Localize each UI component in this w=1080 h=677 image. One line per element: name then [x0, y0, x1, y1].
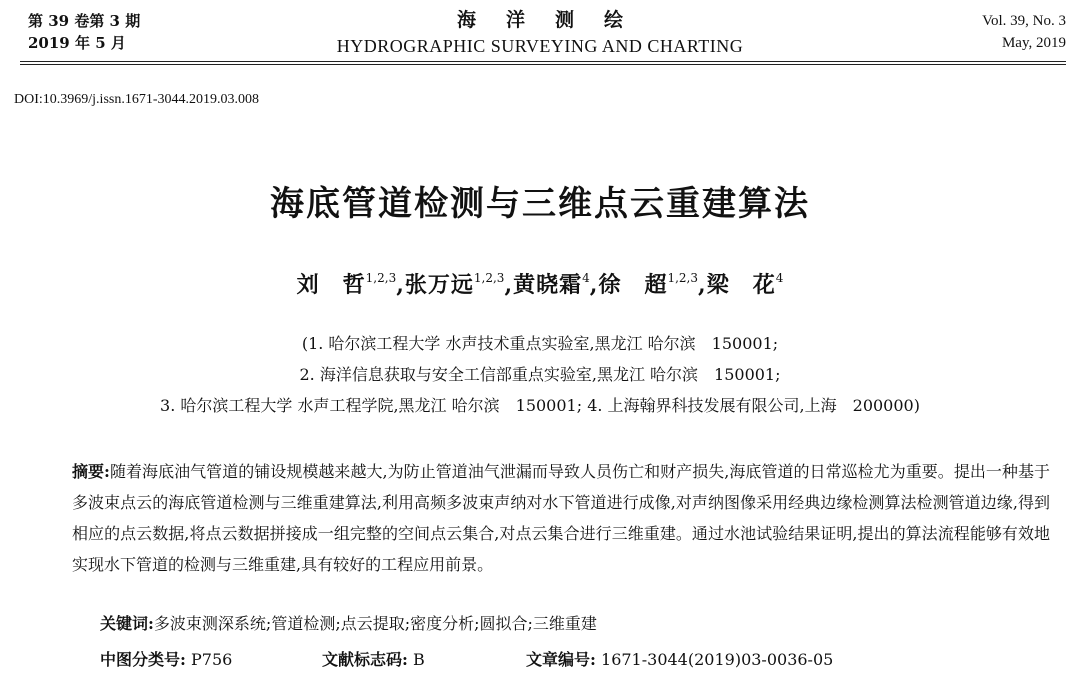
author[interactable]: 刘 哲$^{1,2,3}$	[296, 271, 397, 298]
journal-name-en: HYDROGRAPHIC SURVEYING AND CHARTING	[336, 36, 744, 56]
date-cn: 2019 年 5 月	[28, 34, 126, 52]
doi[interactable]: DOI:10.3969/j.issn.1671-3044.2019.03.008	[14, 92, 259, 107]
keywords-text: 多波束测深系统;管道检测;点云提取;密度分析;圆拟合;三维重建	[153, 614, 597, 633]
affiliation-line: 2. 海洋信息获取与安全工信部重点实验室,黑龙江 哈尔滨 150001;	[299, 365, 781, 384]
journal-name-cn: 海洋测绘	[456, 9, 653, 31]
author[interactable]: 梁 花$^4$	[706, 271, 784, 298]
affiliation-line: 3. 哈尔滨工程大学 水声工程学院,黑龙江 哈尔滨 150001; 4. 上海翰界科技发展有限公司,上海 200000)	[160, 396, 920, 415]
volume-issue-cn: 第 39 卷第 3 期	[28, 12, 141, 30]
header-rule	[20, 61, 1066, 62]
abstract	[72, 456, 1050, 580]
keywords	[100, 611, 597, 634]
abstract-text: 随着海底油气管道的铺设规模越来越大,为防止管道油气泄漏而导致人员伤亡和财产损失,海底管道的日常巡检尤为重要。提出一种基于多波束点云的海底管道检测与三维重建算法,利用高频多波束声纳对水下管道进行成像,对声纳图像采用经典边缘检测算法检测管道边缘,得到相应的点云数据,将点云数据拼接成一组完整的空间点云集合,对点云集合进行三维重建。通过水池试验结果证明,提出的算法流程能够有效地实现水下管道的检测与三维重建,具有较好的工程应用前景。	[72, 462, 1050, 574]
author[interactable]: 徐 超$^{1,2,3}$	[598, 271, 699, 298]
date-en: May, 2019	[1001, 35, 1066, 51]
header-rule-second	[20, 64, 1066, 65]
keywords-label: 关键词:	[100, 614, 154, 633]
issue-info-en	[982, 10, 1066, 54]
author[interactable]: 黄晓霜$^4$	[513, 271, 590, 298]
volume-issue-en: Vol. 39, No. 3	[982, 13, 1066, 29]
paper-title: 海底管道检测与三维点云重建算法	[270, 184, 810, 224]
document-code: 文献标志码: B	[322, 650, 425, 669]
affiliation-line: (1. 哈尔滨工程大学 水声技术重点实验室,黑龙江 哈尔滨 150001;	[301, 334, 779, 353]
clc-number: 中图分类号: P756	[100, 650, 233, 669]
abstract-label: 摘要:	[72, 462, 110, 481]
article-number: 文章编号: 1671-3044(2019)03-0036-05	[526, 650, 834, 669]
author-list: 刘 哲$^{1,2,3}$,张万远$^{1,2,3}$,黄晓霜$^4$,徐 超$^{1,2,3}$,梁 花$^4$	[296, 271, 784, 298]
author[interactable]: 张万远$^{1,2,3}$	[404, 271, 505, 298]
journal-name	[0, 8, 1080, 58]
